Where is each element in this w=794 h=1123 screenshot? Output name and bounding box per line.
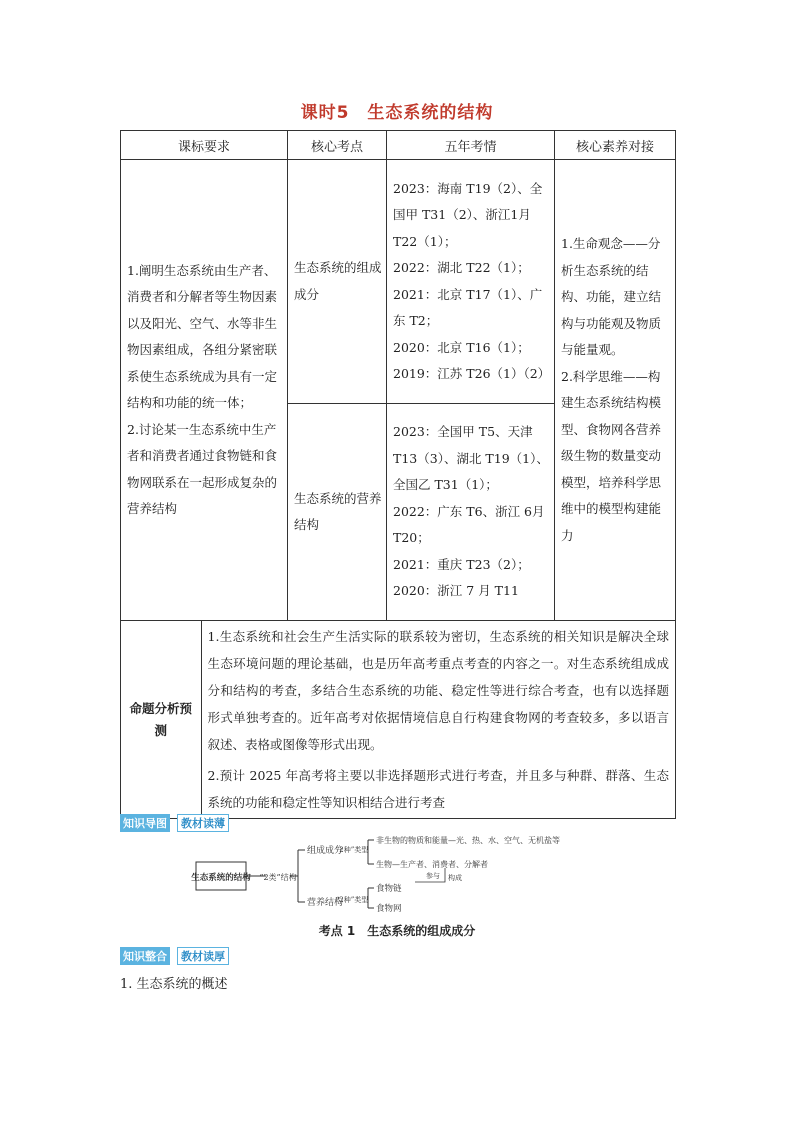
exam-line: 2020：北京 T16（1）； [393, 339, 530, 355]
abiotic-label: 非生物的物质和能量—光、热、水、空气、无机盐等 [376, 836, 560, 845]
exam-line: 2021：重庆 T23（2）； [393, 556, 530, 572]
participate-label: 参与 [426, 872, 440, 880]
exam-line: 2020：浙江 7 月 T11 [393, 583, 519, 599]
header-literacy: 核心素养对接 [555, 131, 676, 160]
textbook-thick-badge: 教材读厚 [177, 947, 229, 965]
table-row [121, 621, 676, 819]
table-header-row [121, 131, 676, 160]
prediction-text-cell [201, 621, 675, 818]
exam-line: 2023：海南 T19（2）、全国甲 T31（2）、浙江1月 T22（1）； [393, 180, 543, 249]
exam-line: 2022：湖北 T22（1）； [393, 260, 530, 275]
knowledge-integration-badge: 知识整合 [120, 947, 170, 965]
food-web-label: 食物网 [376, 904, 402, 914]
table-row [121, 160, 676, 404]
prediction-row [121, 621, 676, 819]
biotic-label: 生物—生产者、消费者、分解者 [376, 860, 488, 869]
literacy-cell [555, 160, 676, 621]
prediction-inner [121, 621, 675, 818]
header-standard: 课标要求 [121, 131, 288, 160]
two-kinds-label-b: “2种”类型 [335, 896, 369, 904]
topic2-exams-cell [387, 404, 555, 621]
two-types-label: “2类”结构 [259, 873, 297, 882]
topic-subheading: 考点 1 生态系统的组成成分 [318, 924, 476, 938]
standard-requirement-2: 2.讨论某一生态系统中生产者和消费者通过食物链和食物网联系在一起形成复杂的营养结构 [127, 421, 278, 516]
two-kinds-label-a: “2种”类型 [335, 846, 369, 854]
prediction-label-cell [121, 621, 201, 818]
structure-diagram [190, 830, 610, 920]
literacy-2: 2.科学思维——构建生态系统结构模型、食物网各营养级生物的数量变动模型，培养科学思维中的模型构建能力 [561, 368, 662, 543]
nutrition-label: 营养结构 [307, 898, 344, 908]
section-heading: 1. 生态系统的概述 [120, 977, 228, 992]
constitute-label: 构成 [448, 874, 462, 882]
overview-table [120, 130, 676, 819]
header-exams: 五年考情 [387, 131, 555, 160]
page-title: 课时5 生态系统的结构 [300, 103, 494, 123]
prediction-paragraph-2: 2.预计 2025 年高考将主要以非选择题形式进行考查，并且多与种群、群落、生态系统的功能和稳定性等知识相结合进行考查 [207, 768, 669, 810]
topic1-cell [288, 160, 387, 404]
exam-line: 2022：广东 T6、浙江 6月 T20； [393, 503, 545, 546]
standard-requirement-1: 1.阐明生态系统由生产者、消费者和分解者等生物因素以及阳光、空气、水等非生物因素组成，各组分紧密联系使生态系统成为具有一定结构和功能的统一体； [127, 262, 278, 410]
exam-line: 2021：北京 T17（1）、广东 T2； [393, 286, 543, 328]
food-chain-label: 食物链 [376, 884, 402, 894]
standard-requirements-cell [121, 160, 288, 621]
topic2-label: 生态系统的营养结构 [294, 490, 382, 532]
textbook-thin-badge: 教材读薄 [177, 814, 229, 832]
prediction-label: 命题分析预测 [129, 700, 192, 738]
exam-line: 2019：江苏 T26（1）（2） [393, 366, 551, 381]
composition-label: 组成成分 [307, 846, 344, 856]
topic1-label: 生态系统的组成成分 [294, 260, 382, 302]
knowledge-map-badge: 知识导图 [120, 814, 170, 832]
header-topic: 核心考点 [288, 131, 387, 160]
exam-line: 2023：全国甲 T5、天津 T13（3）、湖北 T19（1）、全国乙 T31（1）； [393, 424, 549, 493]
literacy-1: 1.生命观念——分析生态系统的结构、功能，建立结构与功能观及物质与能量观。 [561, 236, 662, 357]
root-label: 生态系统的结构 [191, 873, 251, 883]
prediction-paragraph-1: 1.生态系统和社会生产生活实际的联系较为密切，生态系统的相关知识是解决全球生态环境问题的理论基础，也是历年高考重点考查的内容之一。对生态系统组成成分和结构的考查，多结合生态系统的功能、稳定性等进行综合考查，也有以选择题形式单独考查的。近年高考对依据情境信息自行构建食物网的考查较多，多以语言叙述、表格或图像等形式出现。 [207, 629, 669, 752]
topic1-exams-cell [387, 160, 555, 404]
topic2-cell [288, 404, 387, 621]
